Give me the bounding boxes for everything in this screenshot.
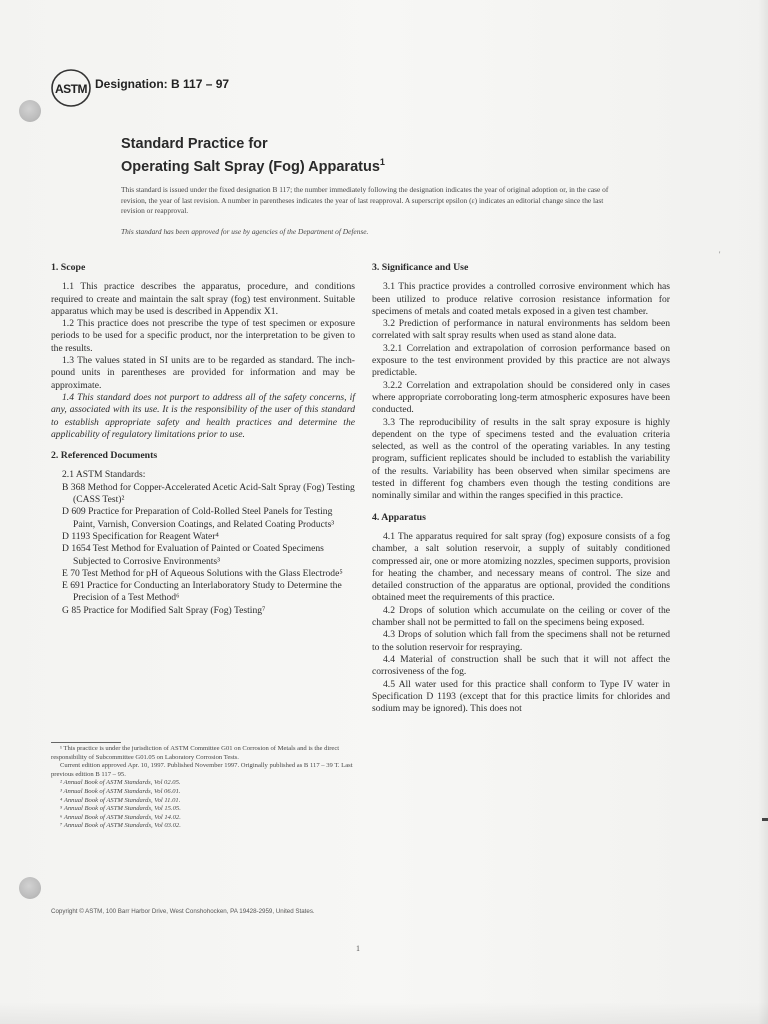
title-line-1: Standard Practice for xyxy=(121,136,268,152)
ref-item: E 70 Test Method for pH of Aqueous Solutions with the Glass Electrode⁵ xyxy=(62,567,343,579)
svg-text:ASTM: ASTM xyxy=(55,82,87,96)
margin-mark: ' xyxy=(719,250,721,259)
referenced-documents-heading: 2. Referenced Documents xyxy=(51,450,158,462)
ref-item: B 368 Method for Copper-Accelerated Acetic Acid-Salt Spray (Fog) Testing (CASS Test)² xyxy=(62,481,355,506)
footnote-2: ² Annual Book of ASTM Standards, Vol 02.05. xyxy=(60,779,181,787)
scope-heading: 1. Scope xyxy=(51,262,86,273)
para-4-3: 4.3 Drops of solution which fall from the specimens shall not be returned to the solution reservoir for respraying. xyxy=(372,629,670,653)
significance-heading: 3. Significance and Use xyxy=(372,262,469,273)
para-3-1: 3.1 This practice provides a controlled corrosive environment which has been utilized to produce relative corrosion resistance information for specimens of metals and coated metals exposed in a given test chamber. xyxy=(372,281,670,317)
footnote-1: ¹ This practice is under the jurisdiction of ASTM Committee G01 on Corrosion of Metals and is the direct responsibility of Subcommittee G01.05 on Laboratory Corrosion Tests. xyxy=(51,745,340,761)
ref-item: D 1654 Test Method for Evaluation of Painted or Coated Specimens Subjected to Corrosive Environments³ xyxy=(62,543,324,567)
title-footnote-mark: 1 xyxy=(379,157,385,167)
punch-hole-bottom xyxy=(19,877,41,899)
left-column xyxy=(51,262,355,617)
ref-item: D 1193 Specification for Reagent Water⁴ xyxy=(62,530,219,542)
footnote-6: ⁶ Annual Book of ASTM Standards, Vol 14.02. xyxy=(60,813,181,821)
footnote-4: ⁴ Annual Book of ASTM Standards, Vol 11.01. xyxy=(60,796,181,804)
para-3-3: 3.3 The reproducibility of results in the salt spray exposure is highly dependent on the type of specimens tested and the evaluation criteria selected, as well as the control of the operating variables. In any testing program, sufficient replicates should be included to establish the variability of the results. Variability has been observed when similar specimens are tested in different fog chambers even though the testing conditions are nominally similar and within the ranges specified in this practice. xyxy=(372,416,670,502)
para-1-1: 1.1 This practice describes the apparatus, procedure, and conditions required to create and maintain the salt spray (fog) test environment. Suitable apparatus which may be used is described in Appendix X1. xyxy=(51,281,355,317)
issue-note: This standard is issued under the fixed designation B 117; the number immediately following the designation indicates the year of original adoption or, in the case of revision, the year of last revision. A number in parentheses indicates the year of last reapproval. A superscript epsilon (ε) indicates an editorial change since the last revision or reapproval. xyxy=(121,185,609,215)
para-1-3: 1.3 The values stated in SI units are to be regarded as standard. The inch-pound units in parentheses are provided for information and may be approximate. xyxy=(51,355,355,391)
para-3-2-1: 3.2.1 Correlation and extrapolation of corrosion performance based on exposure to the test environment provided by this practice are not always predictable. xyxy=(372,342,670,379)
apparatus-heading: 4. Apparatus xyxy=(372,511,426,523)
page-bottom-shadow xyxy=(0,1002,768,1024)
title-line-2-text: Operating Salt Spray (Fog) Apparatus xyxy=(121,158,380,175)
document-title xyxy=(121,135,385,176)
para-3-2: 3.2 Prediction of performance in natural environments has seldom been correlated with salt spray results when used as stand alone data. xyxy=(372,318,670,342)
footnote-7: ⁷ Annual Book of ASTM Standards, Vol 03.02. xyxy=(60,822,181,830)
footnotes xyxy=(51,745,355,831)
title-line-2 xyxy=(121,153,385,176)
right-column xyxy=(372,262,670,715)
para-1-2: 1.2 This practice does not prescribe the type of test specimen or exposure periods to be used for a specific product, nor the interpretation to be given to the results. xyxy=(51,318,355,354)
para-4-5: 4.5 All water used for this practice shall conform to Type IV water in Specification D 1193 (except that for this practice limits for chlorides and sodium may be ignored). This does not xyxy=(372,678,670,715)
para-3-2-2: 3.2.2 Correlation and extrapolation should be considered only in cases where appropriate corroborating long-term atmospheric exposures have been conducted. xyxy=(372,379,670,416)
referenced-documents-list xyxy=(51,469,355,617)
dod-note: This standard has been approved for use by agencies of the Department of Defense. xyxy=(121,227,369,236)
para-1-4: 1.4 This standard does not purport to address all of the safety concerns, if any, associated with its use. It is the responsibility of the user of this standard to establish appropriate safety and health practices and determine the applicability of regulatory limitations prior to use. xyxy=(51,391,355,440)
astm-logo-icon xyxy=(50,68,92,108)
footnote-5: ⁵ Annual Book of ASTM Standards, Vol 15.05. xyxy=(60,805,181,813)
ref-item: D 609 Practice for Preparation of Cold-Rolled Steel Panels for Testing Paint, Varnish, Conversion Coatings, and Related Coating Products³ xyxy=(62,506,335,530)
edge-mark xyxy=(762,818,768,821)
footnote-1b: Current edition approved Apr. 10, 1997. Published November 1997. Originally published as B 117 – 39 T. Last previous edition B 117 – 95. xyxy=(51,762,353,778)
page-edge-shadow xyxy=(758,0,768,1024)
astm-standards-subheading: 2.1 ASTM Standards: xyxy=(62,469,146,481)
para-4-2: 4.2 Drops of solution which accumulate on the ceiling or cover of the chamber shall not be permitted to fall on the specimens being exposed. xyxy=(372,604,670,629)
footnote-3: ³ Annual Book of ASTM Standards, Vol 06.01. xyxy=(60,787,181,795)
copyright-line: Copyright © ASTM, 100 Barr Harbor Drive, West Conshohocken, PA 19428-2959, United States. xyxy=(51,908,315,915)
page-number: 1 xyxy=(356,944,360,953)
footnote-rule xyxy=(51,742,121,743)
punch-hole-top xyxy=(19,100,41,122)
para-4-4: 4.4 Material of construction shall be such that it will not affect the corrosiveness of the fog. xyxy=(372,653,670,678)
designation: Designation: B 117 – 97 xyxy=(95,77,230,91)
ref-item: E 691 Practice for Conducting an Interlaboratory Study to Determine the Precision of a Test Method⁶ xyxy=(62,580,342,604)
ref-item: G 85 Practice for Modified Salt Spray (Fog) Testing⁷ xyxy=(62,604,266,616)
para-4-1: 4.1 The apparatus required for salt spray (fog) exposure consists of a fog chamber, a salt solution reservoir, a supply of suitably conditioned compressed air, one or more atomizing nozzles, specimen supports, provision for heating the chamber, and necessary means of control. The size and detailed construction of the apparatus are optional, provided the conditions obtained meet the requirements of this practice. xyxy=(372,530,670,604)
